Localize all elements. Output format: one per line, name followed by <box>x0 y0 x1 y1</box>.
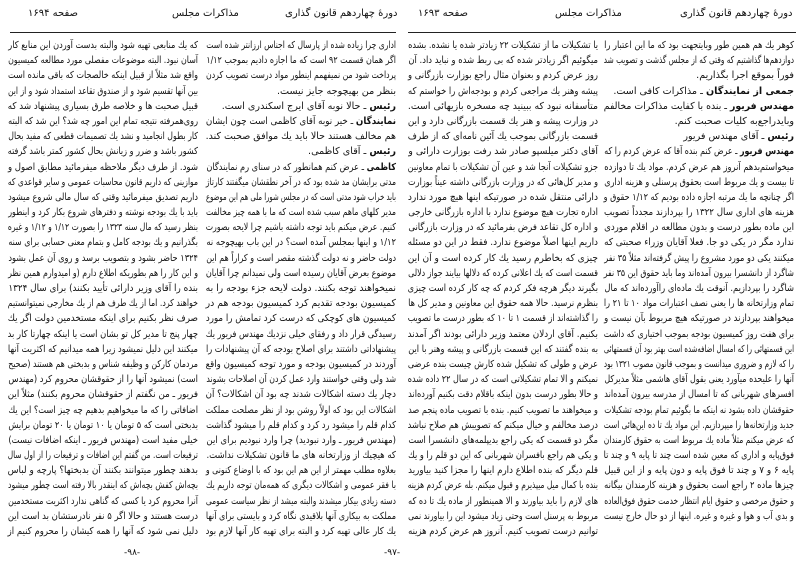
text-line: آقای دکتر میلسپو صادر شد رفت بوزارت دارائی و <box>408 146 598 158</box>
text-line: بدهند چطور میتوانند بکنند آن بدبختها؟ پارچه و لباس <box>7 465 198 477</box>
text-line: توانیم درست تصویب کنیم. آنروز هم عرض کردم هزینه <box>408 526 598 537</box>
text-line: قسمت بازرگانی بموجب یك آئین نامه‌ای که از طرف <box>407 131 598 143</box>
text-line: مربوط به پرسنل است وحتی زیاد میشود این را بیاورند نمی <box>408 510 598 522</box>
text-line: پرداخت شود من نمیفهمم اینطور مواد درست تصویب کردن <box>206 70 396 82</box>
text-line: میکنند یکی دو مورد مشروع را پیش گرفته‌اند مثلاً ۳۵ نفر <box>604 252 794 264</box>
text-line: و حالا بطور درست بدون اینکه باقلام دقت بکنیم آورده‌اند <box>408 389 598 401</box>
text-line <box>206 99 396 114</box>
left-page-center-title: مذاکرات مجلس <box>172 8 239 19</box>
text-line: کنیم. عرض میکنم باید توجه داشته باشیم چرا لایحه بصورت <box>205 222 396 234</box>
text-line: وبایدراجع‌به کلیات صحبت کنم. <box>674 115 794 127</box>
text-line: بنظرم نرسید. حالا همه حقوق این معاونین و مدیر کل ها <box>408 298 598 310</box>
text-line: بگیرند دیگر هرچه فکر کردم که چه کار کرده است چیزی <box>407 283 598 294</box>
text-line: دچار یك دسته اشکالات شدند چه بود آن اشکالات؟ آن <box>205 389 396 401</box>
text-line: دلیل نمی شود که آنها را همه کیشان را محروم کنیم از <box>7 526 199 537</box>
text-line: آوردند در کمیسیون بودجه و مورد توجه کمیسیون واقع <box>205 358 396 370</box>
text-line: روی‌همرفته نتیجه تمام این امور چه شد؟ این شد که البته <box>8 115 198 127</box>
text-line: دولت حاضر و نه دولت گذشته مقصر است و کراراً هم این <box>206 252 396 264</box>
text-line: اگر همان قسمت ۹۲ است که ما اجازه دادیم بموجب ۱/۱۲ <box>206 55 396 67</box>
text-line: درصد مخالفم و خیال میکنم که تصویبش هم صلاح نباشد <box>407 419 598 431</box>
text-line: شد ولی وقتی خواستند وارد عمل کردن آن اصلاحات بشوند <box>206 374 396 386</box>
speech-text: ـ مذاکرات کافی است. <box>613 85 706 97</box>
text-line: اشکالات این بود که اولاً روشن بود از نظر مصلحت مملکت <box>205 404 396 416</box>
text-line: پایه ۶ و ۷ و چند تا فوق پایه و دون پایه و از این قبیل <box>604 465 794 477</box>
text-line: های لازم را باید بیاورند و الا همینطور از ماده یك تا ده که <box>408 495 598 507</box>
text-line: بین آنها تقسیم شود و از صندوق تقاعد استمداد شود و از این <box>7 85 199 97</box>
text-line: جدید وزارتخانه‌ها را میپردازیم. این مواد یك تا ده این‌هائی است <box>603 419 794 431</box>
text-line <box>603 99 794 114</box>
text-line: (مهندس فریور ـ وارد نبودید) چرا وارد نبودیم برای این <box>206 434 396 446</box>
text-line: هزینه های اداری سال ۱۳۲۲ را بپردازند مجدداً تصویب <box>603 207 794 219</box>
text-line: خواهند کرد. اما از یك طرف هم از یك مخارجی نمیتوانستیم <box>7 298 199 310</box>
text-line: مگر دو قسمت که یکی راجع بدیپلمه‌های دانشسرا است <box>408 434 598 446</box>
text-line: آسان نبود. البته موضوعات مفصلی مورد مطالعه کمیسیون <box>8 55 198 67</box>
text-line: میخواهند بپردازند در صورتیکه هیچ مربوط بآن نیست و <box>604 313 794 325</box>
text-line: میکنند این دلیل نمیشود زیرا همه میدانیم که اکثریت آنها <box>7 343 199 355</box>
text-line <box>604 129 794 144</box>
text-line: درست هستند و حالا اگر ۵ نفر نادرستشان بد است این <box>7 510 198 522</box>
text-line: است) نمیشود آنها را از حقوقشان محروم کرد (مهندس <box>8 374 198 386</box>
text-line: کوهر یك هم همین طور وبایتجهت بود که ما این اعتبار را <box>604 40 794 51</box>
text-line: مدیر کلهای ماهم سبب شده است که ما با همه چیز مخالفت <box>205 207 396 219</box>
text-line: قسمت است که یك اعلانی کرده که دلالها بیایند جواز دلالی <box>408 267 598 279</box>
text-line: موضوع بعرض آقایان رسیده است ولی نمیدانم چرا آقایان <box>205 267 396 279</box>
text-line: چهار پنج تا مدیر کل تو بشان است یا اینکه چهارتا کار بد <box>7 328 198 340</box>
text-line: داریم اینها اصلاً موضوع ندارد. فقط در این دو مسئله <box>407 237 598 249</box>
text-line: ندارد مگر در یکی دو جا. فعلا آقایان وزراء صحبتی که <box>604 237 794 249</box>
text-line: شاگرد را بپردازیم. آنوقت یك ماده‌ای راآورده‌اند که مال <box>604 283 794 294</box>
speaker-name: کاظمی <box>366 161 396 173</box>
text-line: آنها را علیحده میآورد یعنی بقول آقای هاشمی مثلاً مدیرکل <box>604 374 794 386</box>
text-line: بچه‌اش کفش بچه‌اش که اینقدر بالا رفته است چطور میشود <box>8 480 198 492</box>
text-line: ۱۳۲۴ حاضر بشود و بتصویب برسد و روی آن عمل بشود <box>8 252 198 264</box>
text-line: کار بطول انجامید و نشد یك تصمیمات قطعی که مفید بحال <box>8 131 199 143</box>
text-line: رسیدگی قرار داد و رفقای خیلی نزدیك مهندس فریور یك <box>205 328 396 340</box>
text-line: باید خراب شود مدتی است که در مجلس شورا ملی هم این موضوع <box>205 191 396 203</box>
text-line: را که لازم و ضروری میدانست و بموجب قانون مصوب ۱۳۲۱ بود <box>603 358 794 370</box>
text-line: قلم دیگر که بنده اطلاع دارم اینها را مجزا کنید بیاورید <box>408 465 598 477</box>
right-page-session-title: دورهٔ چهاردهم قانون گذاری <box>680 8 793 19</box>
text-line: که یك منابعی تهیه شود والبته بدست آوردن این منابع کار <box>8 40 199 51</box>
speaker-name: جمعی از نمایندگان <box>705 85 794 97</box>
text-line: بنظر رسید که مال سنه ۱۳۲۳ را بصورت ۱/۱۲ و ۱/۱۲ و غیره <box>7 222 198 234</box>
text-line <box>205 114 396 129</box>
text-line: صرف نظر بکنیم برای اینکه مستخدمین دولت اگر یك <box>7 313 199 325</box>
text-line: بکنیم. آقای اردلان معتمد وزیر دارائی بودند اگر آمدند <box>407 328 598 340</box>
speaker-name: رئیس <box>767 131 794 143</box>
text-line: مدتی برایشان مد شده بود که در آخر نطقشان میگفتند کارتاژ <box>205 176 396 188</box>
text-line: بنده با کمال میل میپذیرم و قبول میکنم. بله عرض کردم هزینه <box>407 480 598 492</box>
text-line: متأسفانه نبود که ببینید چه مسخره بازیهائی است. <box>407 100 598 112</box>
text-line: افسرهای شهربانی که تا امسال از مدرسه بیرون آمده‌اند <box>604 389 794 401</box>
text-line: دوازدهم‌ها گذاشتیم که وقتی که از مجلس گذشت و تصویب شد <box>603 55 794 67</box>
speaker-name: نمایندگان <box>355 115 396 127</box>
speaker-name: مهندس فریور <box>739 146 794 158</box>
text-line: پیشه وهنر یك مراجعی کردم و بودجه‌اش را خواستم که <box>408 85 598 97</box>
text-line: قبیل صحبت ها و خلاصه طرق بسیاری پیشنهاد شد که <box>7 100 199 112</box>
text-line: آنرا محروم کرد یا کسی که گناهی ندارد اکثریت مستخدمین <box>8 495 198 507</box>
text-line: یا تشکیلات ما از تشکیلات ۲۲ زیادتر شده یا نشده. بشده <box>408 40 598 51</box>
left-page-session-title: دورهٔ چهاردهم قانون گذاری <box>285 8 398 19</box>
text-line: تمام وزارتخانه ها را یعنی نصف اعتبارات مواد ۱۰ تا ۲۱ را <box>603 298 794 310</box>
text-line: این قسمتهائی را که امسال اضافه‌شده است بهتر بود آن قسمتهائی <box>603 343 794 355</box>
text-line: و اداره کل تقاعد فرض بفرمائید که در وزارت بازرگانی <box>408 222 598 234</box>
left-page-footer-number: -۹۸- <box>124 548 141 558</box>
text-line: فریور ـ من نگفتم از حقوقشان محروم بکنند) مثلاً این <box>7 389 198 401</box>
text-line: چیزها ماده ۲ راجع است بحقوق و هزینه کارمندان بیگانه <box>604 480 794 492</box>
text-line <box>604 144 794 159</box>
text-line: با فقر عمومی و اشکالات دیگری که همه‌مان توجه داریم یك <box>206 480 396 492</box>
text-line: میخواستم‌بدهم آنروز هم عرض کردم. مواد یك تا دوازده <box>604 161 794 173</box>
text-line: در وزارت پیشه و هنر یك قسمت بازرگانی دارد و این <box>407 115 598 127</box>
text-line: پیشنهاداتی داشتند برای اصلاح بودجه که آن پیشنهادات را <box>205 343 396 355</box>
text-line: و میخواهند ما تصویب کنیم. بنده با تصویب ماده پنجم صد <box>408 404 598 416</box>
text-line: شاگرد از دانشسرا بیرون آمده‌اند وما باید حقوق این ۳۵ نفر <box>603 267 794 279</box>
text-line: بدبختی است که ۵ تومان یا ۱۰ تومان یا ۲۰ تومان برایش <box>8 419 198 431</box>
speech-text: ـ آقای کاظمی. <box>308 146 370 158</box>
text-line: دارائی منتقل شده در صورتیکه اینها هیچ مورد ندارد <box>407 191 598 203</box>
speech-text: ـ حالا نوبه آقای ایرج اسکندری است. <box>221 100 370 112</box>
text-line: خیلی مفید است (مهندس فریور ـ اینکه اضافات نیست) <box>8 434 198 446</box>
right-page-footer-number: -۹۷- <box>384 548 401 558</box>
text-line: تا بیست و یك مربوط است بحقوق پرسنلی و هزینه اداری <box>604 176 794 188</box>
right-page-number: صفحه ۱۶۹۳ <box>418 8 469 19</box>
text-line: و بدی آب و هوا و غیره و غیره. اینها از دو حال خارج نیست <box>603 510 794 522</box>
text-line: برای هفت روز کمیسیون بودجه بموجب اختیاری که داشت <box>603 328 794 340</box>
column-left-page-left <box>8 38 198 539</box>
text-line: این ماده بطور درست و بدون مطالعه در اقلام موردی <box>604 222 794 234</box>
right-header-rule <box>408 32 796 33</box>
text-line: باید با یك بودجه نوشته و دفترهای شروع بکار کرد و اینطور <box>8 207 198 219</box>
speech-text: ـ عرض کنم همانطور که در سنای رم نمایندگان <box>206 161 367 173</box>
text-line: اداره تجارت هیچ موضوع ندارد با اداره بازرگانی خارجی <box>408 207 598 219</box>
text-line: میگوئیم اگر زیادتر شده که بی ربط شده و نباید داد. آن <box>408 55 598 67</box>
text-line: و این کار را هم بطوریکه اطلاع دارم (و امیدوارم همین نظر <box>8 267 199 279</box>
text-line: چیزی که بخاطرم رسید یك کار کرده است و آن این <box>407 252 598 264</box>
text-line: کمیسیون بودجه تقدیم کرد کمیسیون بودجه هم در <box>205 298 396 310</box>
speech-text: ـ عرض کنم بنده آقا که عرض کردم را که <box>604 146 740 158</box>
text-line: ۱/۱۲ و اینها بمجلس آمده است؟ در این باب بهیچوجه نه <box>206 237 396 249</box>
text-line <box>206 144 396 159</box>
text-line: یك کار عالی تهیه کرد و البته برای تهیه کار آنها لازم بود <box>205 526 396 537</box>
text-line: کشور باشد و ضرر و زیانش بحال کشور کمتر باشد گرفته <box>7 146 199 158</box>
speaker-name: رئیس <box>369 146 396 158</box>
text-line: مملکت به بیکاری آنها بلاقیدی نگاه کرد و بایستی برای آنها <box>205 510 396 522</box>
text-line: نمیکنم و الا تمام تشکیلاتی است که در سال ۲۲ داده شده <box>407 374 598 386</box>
text-line: اگر چنانچه ما یك مرتبه اجازه داده بودیم که ۱/۱۲ حقوق و <box>603 191 794 203</box>
text-line: ترفیعات است. من گفتم این اضافات و ترفیعات را از اول سال <box>7 450 198 462</box>
text-line: مردمان کارکن و وظیفه شناس و بدبختی هم هستند (صحیح <box>8 358 198 370</box>
text-line: کدام قلم را میشود رد کرد و کدام قلم را میشود گذاشت <box>206 419 396 431</box>
text-line: روز عرض کردم و بعنوان مثال راجع بوزارت بازرگانی و <box>407 70 598 82</box>
text-line: جزو تشکیلات آنجا شد و عین آن تشکیلات با تمام معاونین <box>407 161 598 173</box>
text-line: دسته زیادی بیکار میشدند والبته میشد از نظر سیاست عمومی <box>205 495 396 507</box>
text-line: کمیسیون های کوچکی که درست کرد تمامش را مورد <box>205 313 396 325</box>
right-page-center-title: مذاکرات مجلس <box>555 8 622 19</box>
text-line: داریم تصدیق میفرمائید وقتی که سال مالی شروع میشود <box>8 191 198 203</box>
text-line: و مدیر کل‌هائی که در وزارت بازرگانی داشته عیناً بوزارت <box>408 176 598 188</box>
text-line: نمیخواهند توجه بکنند. دولت لایحه جزء بودجه را به <box>205 283 396 294</box>
column-right-page-left <box>408 38 598 539</box>
text-line: فوق‌پایه و اداری که معین شده است چند تا پایه ۹ و چند تا <box>603 450 794 462</box>
text-line: که عرض میکنم مثلاً ماده یك مربوط است به حقوق کارمندان <box>603 434 794 446</box>
text-line: اضافاتی را که ما میخواهیم بدهیم چه چیز است؟ این یك <box>8 404 199 416</box>
speaker-name: مهندس فریور <box>729 100 794 112</box>
text-line: را گذاشته‌اند از قسمت ۱ تا ۱۰ که بطور درست ما تصویب <box>407 313 598 325</box>
left-header-rule <box>10 32 396 33</box>
text-line: و حقوق مرخصی و حقوق ایام انتظار خدمت حقوق فوق‌العاده <box>604 495 794 507</box>
text-line: که هیچیك از وزارتخانه های ما قانون تشکیلات نداشت. <box>206 450 396 462</box>
text-line: واقع شد مثلاً از قبیل اینکه خالصجات که باقی مانده است <box>8 70 198 82</box>
text-line <box>206 160 396 175</box>
text-line: موازینی که داریم قانون محاسبات عمومی و سایر قواعدی که <box>7 176 198 188</box>
speech-text: ـ خیر نوبه آقای کاظمی است چون ایشان <box>205 115 356 127</box>
text-line <box>604 84 794 99</box>
column-left-page-right <box>206 38 396 539</box>
text-line: بگذرانیم و یك بودجه کامل و بتمام معنی حسابی برای سنه <box>8 237 199 249</box>
text-line: اداری چرا زیاده شده از پارسال که اجناس ارزانتر شده است <box>206 40 396 51</box>
text-line: شود. از طرف دیگر ملاحظه میفرمائید مطابق اصول و <box>7 161 198 173</box>
speaker-name: رئیس <box>369 100 396 112</box>
left-page-number: صفحه ۱۶۹۴ <box>28 8 79 19</box>
text-line: هم مخالف هستند حالا باید یك موافق صحبت کند. <box>205 131 396 143</box>
speech-text: ـ بنده با کفایت مذاکرات مخالفم <box>603 100 730 112</box>
text-line: عرض و طولی که تشکیل شده کارش چیست بنده عرضی <box>407 358 598 370</box>
speech-text: ـ آقای مهندس فریور <box>683 131 768 143</box>
text-line: بعلاوه مطلب مهمتر از این هم این بود که با اوضاع کنونی و <box>205 465 396 477</box>
text-line: فوراً بموقع اجرا بگذاریم. <box>696 70 794 82</box>
text-line: به بنده گفتند که این قسمت بازرگانی و پیشه وهنر با این <box>408 343 598 355</box>
text-line: بنده را آقای وزیر دارائی تأیید بکنند) برای سال ۱۳۲۴ <box>8 283 199 294</box>
text-line: حقوقشان داده بشود نه اینکه ما بگوئیم تمام بودجه تشکیلات <box>604 404 794 416</box>
text-line: بنظر من بهیچوجه جایز نیست. <box>277 85 396 97</box>
column-right-page-right <box>604 38 794 524</box>
text-line: و یکی هم راجع بافسران شهربانی که این دو قلم را و یك <box>408 450 598 462</box>
